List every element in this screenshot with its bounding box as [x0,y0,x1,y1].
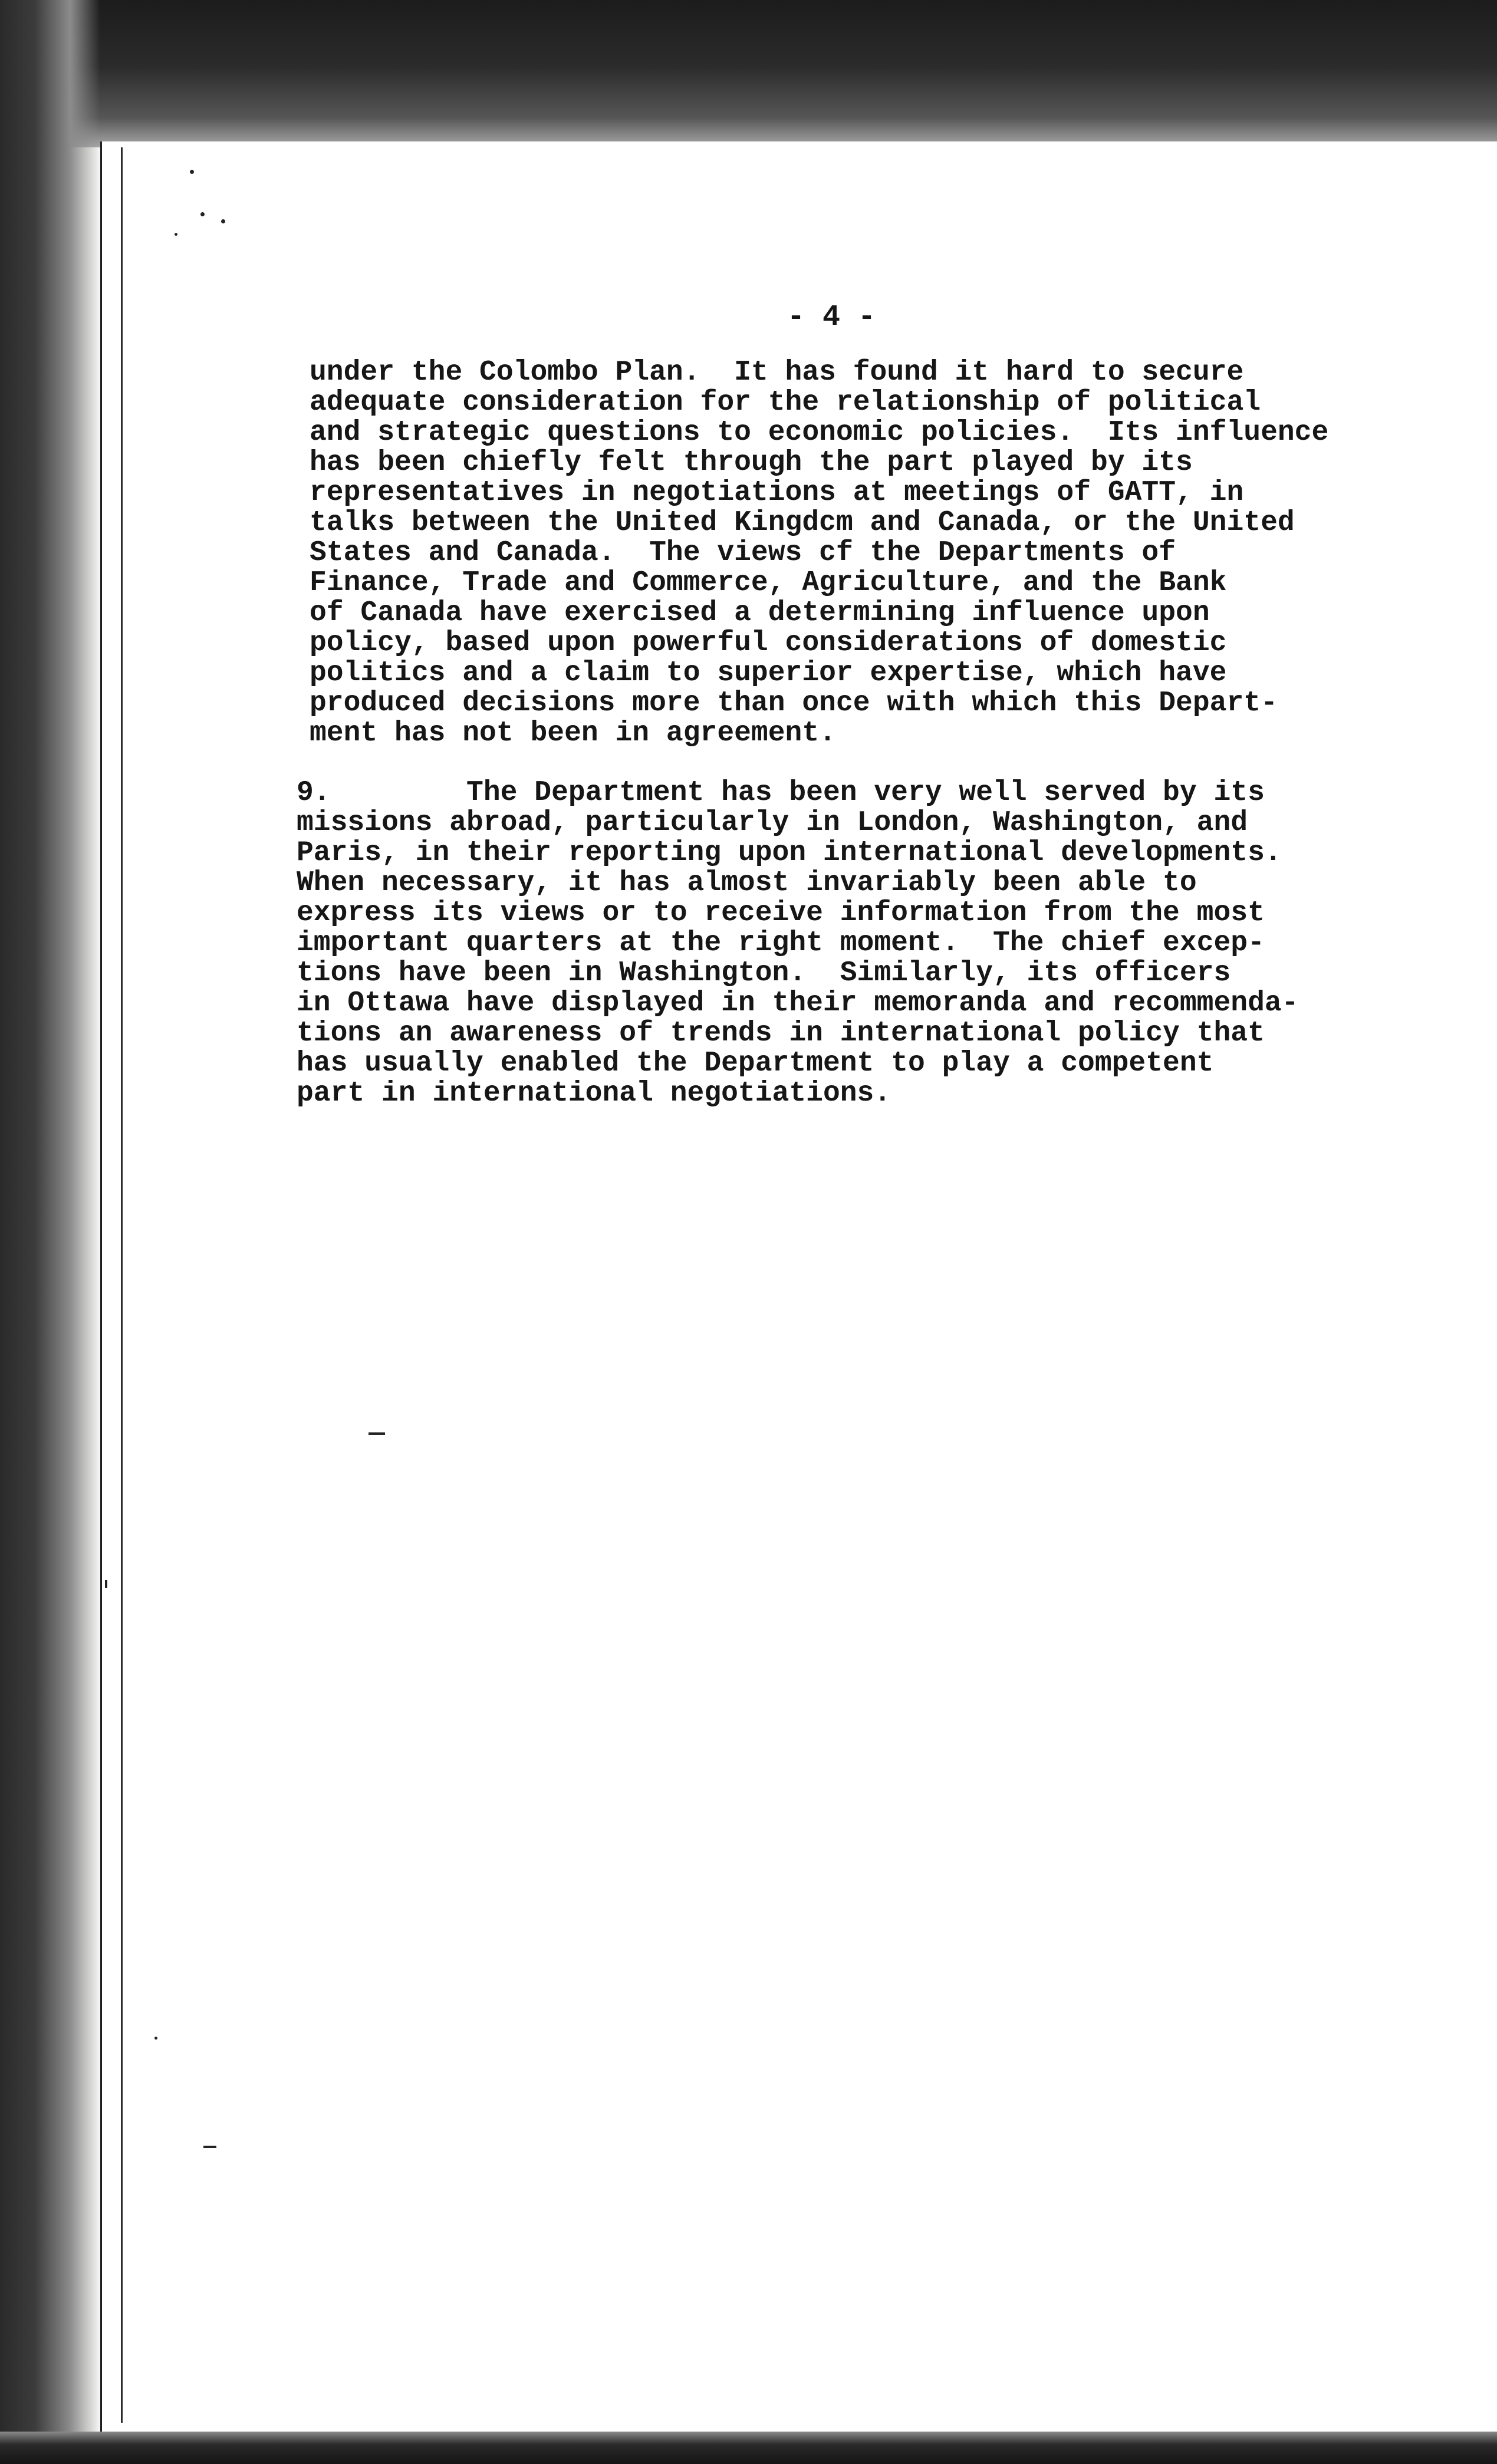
text-line: talks between the United Kingdcm and Canada, or the United [310,507,1295,539]
text-line: representatives in negotiations at meetings of GATT, in [310,477,1244,509]
scan-speck [221,219,225,223]
text-line: tions an awareness of trends in international policy that [297,1017,1265,1049]
paragraph-9 [297,778,1298,1109]
text-line: and strategic questions to economic policies. Its influence [310,417,1329,449]
text-line: adequate consideration for the relationship of political [310,387,1261,419]
text-line: important quarters at the right moment. The chief excep- [297,927,1265,959]
scan-speck [190,170,194,174]
text-line: ment has not been in agreement. [310,717,836,749]
text-line: policy, based upon powerful considerations of domestic [310,627,1227,659]
scan-speck [200,212,205,216]
scanner-edge-bottom [0,2432,1497,2464]
text-line: of Canada have exercised a determining influence upon [310,597,1210,629]
text-line: express its views or to receive information from the most [297,897,1265,929]
text-line: has been chiefly felt through the part played by its [310,447,1193,479]
text-line: in Ottawa have displayed in their memoranda and recommenda- [297,987,1299,1019]
scan-speck [175,233,177,236]
scanner-edge-left [0,0,100,2464]
scan-speck [154,2037,157,2040]
text-line: produced decisions more than once with which this Depart- [310,687,1278,719]
text-line: under the Colombo Plan. It has found it hard to secure [310,357,1244,388]
text-line: Finance, Trade and Commerce, Agriculture, and the Bank [310,567,1227,599]
paragraph-continuation [310,358,1328,749]
text-line: Paris, in their reporting upon international developments. [297,837,1282,869]
text-line: part in international negotiations. [297,1078,891,1109]
scan-dash [369,1432,385,1435]
text-line: missions abroad, particularly in London, Washington, and [297,807,1248,839]
text-line: has usually enabled the Department to play a competent [297,1047,1214,1079]
text-line: 9. The Department has been very well served by its [297,777,1265,809]
scan-speck [105,1580,107,1588]
scanner-edge-top [0,0,1497,147]
scan-dash [203,2146,216,2148]
page-number: - 4 - [787,301,876,334]
binding-margin-line [121,147,123,2423]
text-line: politics and a claim to superior expertise, which have [310,657,1227,689]
text-line: When necessary, it has almost invariably been able to [297,867,1197,899]
text-line: tions have been in Washington. Similarly, its officers [297,957,1231,989]
text-line: States and Canada. The views cf the Departments of [310,537,1176,569]
